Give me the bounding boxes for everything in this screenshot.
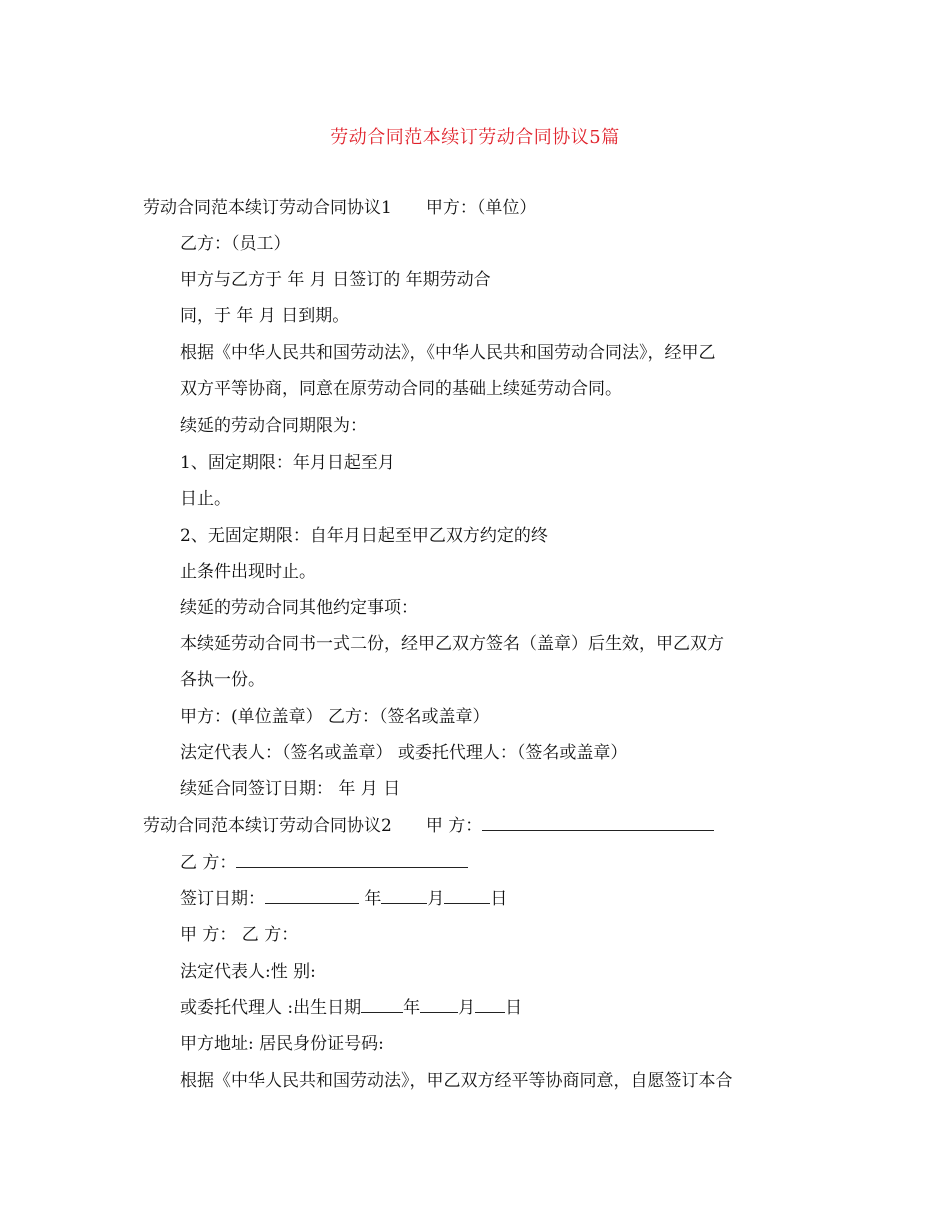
section-2-date-label: 签订日期： bbox=[180, 889, 265, 909]
section-1-term-heading: 续延的劳动合同期限为： bbox=[180, 416, 367, 436]
birth-month-blank bbox=[420, 996, 458, 1013]
section-1-other-heading: 续延的劳动合同其他约定事项： bbox=[180, 598, 418, 618]
section-1-para1-line1: 甲方与乙方于 年 月 日签订的 年期劳动合 bbox=[180, 270, 491, 290]
section-2-parties-line: 甲 方： 乙 方： bbox=[180, 925, 299, 945]
section-1-heading: 劳动合同范本续订劳动合同协议1 bbox=[143, 198, 392, 218]
section-2-address-id: 甲方地址: 居民身份证号码: bbox=[180, 1034, 384, 1054]
date-day-label: 日 bbox=[490, 889, 508, 909]
section-2-party-b-line bbox=[180, 851, 468, 875]
date-year-blank bbox=[265, 887, 359, 904]
section-2-heading: 劳动合同范本续订劳动合同协议2 bbox=[143, 816, 392, 836]
section-1-para2-line1: 根据《中华人民共和国劳动法》，《中华人民共和国劳动合同法》，经甲乙 bbox=[180, 343, 716, 363]
section-1-sign-line: 甲方：(单位盖章） 乙方：（签名或盖章） bbox=[180, 707, 490, 727]
section-1-rep-line: 法定代表人：（签名或盖章） 或委托代理人：（签名或盖章） bbox=[180, 743, 628, 763]
birth-month-label: 月 bbox=[458, 998, 476, 1018]
section-1-date-line: 续延合同签订日期： 年 月 日 bbox=[180, 779, 401, 799]
section-2-heading-line bbox=[143, 814, 714, 838]
section-1-para1-line2: 同，于 年 月 日到期。 bbox=[180, 306, 350, 326]
section-1-term2-line1: 2、无固定期限：自年月日起至甲乙双方约定的终 bbox=[180, 526, 548, 546]
section-1-term1-line2: 日止。 bbox=[180, 489, 231, 509]
section-1-party-a: 甲方：（单位） bbox=[425, 198, 537, 218]
section-1-party-b: 乙方：（员工） bbox=[180, 234, 291, 254]
section-1-term1-line1: 1、固定期限：年月日起至月 bbox=[180, 453, 395, 473]
section-2-party-a-label: 甲 方： bbox=[425, 816, 483, 836]
date-day-blank bbox=[444, 887, 490, 904]
date-month-label: 月 bbox=[427, 889, 445, 909]
section-1-copies-line2: 各执一份。 bbox=[180, 670, 265, 690]
section-1-term2-line2: 止条件出现时止。 bbox=[180, 562, 316, 582]
birth-year-label: 年 bbox=[403, 998, 421, 1018]
date-month-blank bbox=[381, 887, 427, 904]
birth-year-blank bbox=[361, 996, 403, 1013]
section-1-copies-line1: 本续延劳动合同书一式二份，经甲乙双方签名（盖章）后生效，甲乙双方 bbox=[180, 634, 724, 654]
birth-day-blank bbox=[475, 996, 505, 1013]
section-1-para2-line2: 双方平等协商，同意在原劳动合同的基础上续延劳动合同。 bbox=[180, 379, 622, 399]
date-year-label: 年 bbox=[364, 889, 382, 909]
section-2-agent-birth-line bbox=[180, 996, 522, 1020]
section-1-heading-line bbox=[143, 196, 536, 220]
party-a-blank bbox=[482, 814, 714, 831]
section-2-date-line bbox=[180, 887, 507, 911]
birth-day-label: 日 bbox=[505, 998, 523, 1018]
section-2-agent-birth-label: 或委托代理人 :出生日期 bbox=[180, 998, 362, 1018]
party-b-blank bbox=[236, 851, 468, 868]
document-title: 劳动合同范本续订劳动合同协议5篇 bbox=[330, 127, 620, 148]
section-2-basis-line: 根据《中华人民共和国劳动法》，甲乙双方经平等协商同意，自愿签订本合 bbox=[180, 1071, 733, 1091]
section-2-party-b-label: 乙 方： bbox=[180, 853, 237, 873]
section-2-rep-gender: 法定代表人:性 别: bbox=[180, 962, 316, 982]
